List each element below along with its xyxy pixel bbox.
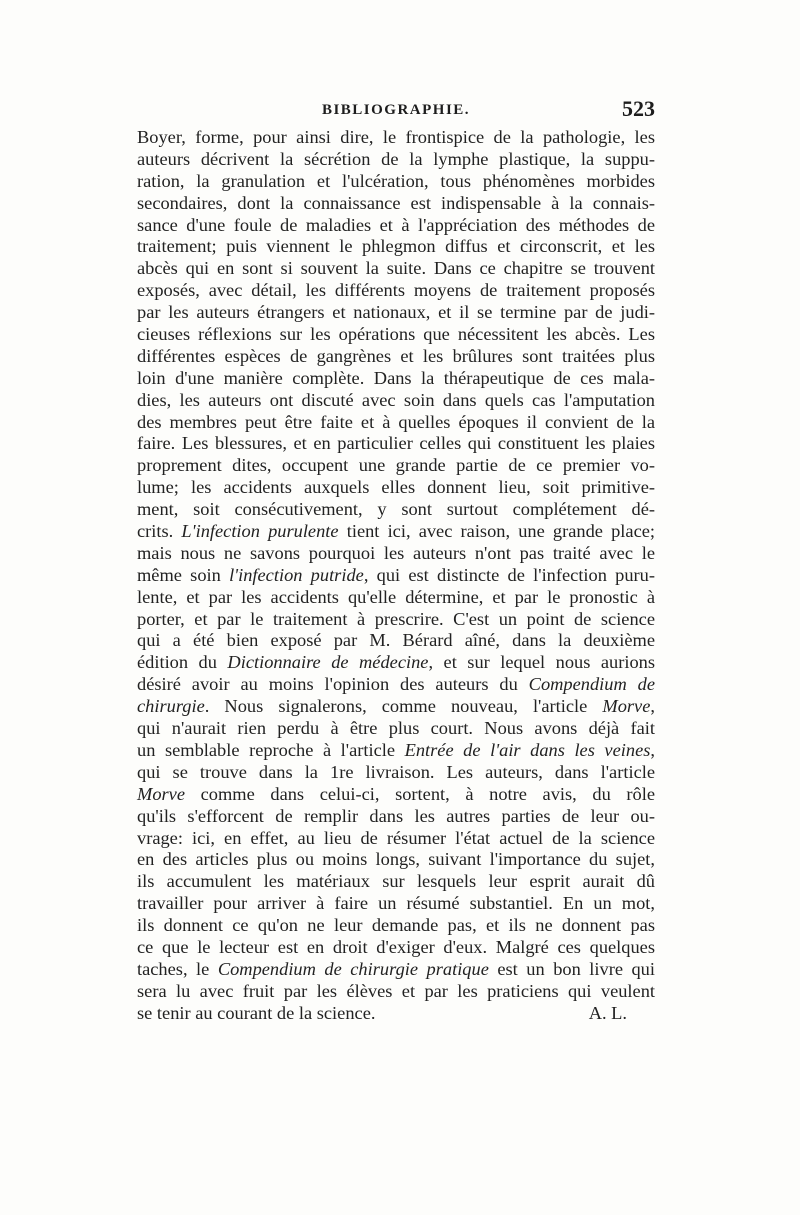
text-span: qui a été bien exposé par M. Bérard aîné, dans la deuxième xyxy=(137,630,655,651)
text-line xyxy=(137,543,655,565)
text-span: proprement dites, occupent une grande partie de ce premier vo- xyxy=(137,455,655,476)
text-span: auteurs décrivent la sécrétion de la lymphe plastique, la suppu- xyxy=(137,148,655,169)
running-title: BIBLIOGRAPHIE. xyxy=(321,102,471,118)
text-span: ment, soit consécutivement, y sont surtout complétement dé- xyxy=(137,499,655,520)
text-span: par les auteurs étrangers et nationaux, et il se termine par de judi- xyxy=(137,302,655,323)
italic-text: chirurgie xyxy=(137,696,205,717)
text-span: Boyer, forme, pour ainsi dire, le frontispice de la pathologie, les xyxy=(137,127,655,147)
text-span: lume; les accidents auxquels elles donnent lieu, soit primitive- xyxy=(137,477,655,498)
text-line xyxy=(137,127,655,149)
text-line xyxy=(137,521,655,543)
text-span: sera lu avec fruit par les élèves et par les praticiens qui veulent xyxy=(137,980,655,1001)
text-span: , xyxy=(650,696,655,717)
text-span: taches, le xyxy=(137,958,218,979)
text-line xyxy=(137,193,655,215)
text-line xyxy=(137,324,655,346)
text-line xyxy=(137,981,655,1003)
text-span: . Nous signalerons, comme nouveau, l'article xyxy=(204,696,603,717)
text-span: un semblable reproche à l'article xyxy=(137,739,405,760)
text-span: tient ici, avec raison, une grande place; xyxy=(338,521,656,542)
text-span: exposés, avec détail, les différents moyens de traitement proposés xyxy=(137,280,655,301)
italic-text: L'infection purulente xyxy=(181,521,339,542)
text-line xyxy=(137,718,655,740)
text-line xyxy=(137,784,655,806)
text-span: dies, les auteurs ont discuté avec soin dans quels cas l'amputation xyxy=(137,389,655,410)
text-line xyxy=(137,762,655,784)
text-line xyxy=(137,893,655,915)
text-line xyxy=(137,390,655,412)
text-span: ce que le lecteur est en droit d'exiger d'eux. Malgré ces quelques xyxy=(137,936,655,957)
italic-text: Dictionnaire de médecine xyxy=(227,652,429,673)
italic-text: Compendium de chirurgie pratique xyxy=(217,958,489,979)
text-span: comme dans celui-ci, sortent, à notre avis, du rôle xyxy=(185,783,655,804)
italic-text: Morve xyxy=(137,783,185,804)
text-span: même soin xyxy=(137,564,230,585)
text-line xyxy=(137,674,655,696)
text-span: abcès qui en sont si souvent la suite. Dans ce chapitre se trouvent xyxy=(137,258,655,279)
text-line xyxy=(137,368,655,390)
text-span: cieuses réflexions sur les opérations que nécessitent les abcès. Les xyxy=(137,324,655,345)
text-span: , xyxy=(650,739,655,760)
signature: A. L. xyxy=(588,1002,627,1023)
text-span: crits. xyxy=(137,521,182,542)
text-span: en des articles plus ou moins longs, suivant l'importance du sujet, xyxy=(137,849,655,870)
text-span: , qui est distincte de l'infection puru- xyxy=(363,564,655,585)
text-span: édition du xyxy=(137,652,228,673)
text-line xyxy=(137,652,655,674)
text-span: ils donnent ce qu'on ne leur demande pas, et ils ne donnent pas xyxy=(137,915,655,936)
text-span: vrage: ici, en effet, au lieu de résumer l'état actuel de la science xyxy=(137,827,655,848)
text-span: qui se trouve dans la 1re livraison. Les auteurs, dans l'article xyxy=(137,761,655,782)
page-number: 523 xyxy=(622,96,655,121)
text-line xyxy=(137,412,655,434)
text-span: travailler pour arriver à faire un résumé substantiel. En un mot, xyxy=(137,893,655,914)
text-span: traitement; puis viennent le phlegmon diffus et circonscrit, et les xyxy=(137,236,655,257)
text-line xyxy=(137,280,655,302)
text-span: est un bon livre qui xyxy=(488,958,655,979)
text-span: , et sur lequel nous aurions xyxy=(428,652,655,673)
italic-text: l'infection putride xyxy=(229,564,364,585)
text-line xyxy=(137,565,655,587)
text-line xyxy=(137,302,655,324)
text-line xyxy=(137,806,655,828)
text-line xyxy=(137,1003,655,1025)
text-span: loin d'une manière complète. Dans la thérapeutique de ces mala- xyxy=(137,367,655,388)
text-line xyxy=(137,455,655,477)
text-line xyxy=(137,849,655,871)
text-span: lente, et par les accidents qu'elle détermine, et par le pronostic à xyxy=(137,586,655,607)
text-line xyxy=(137,346,655,368)
text-line xyxy=(137,630,655,652)
text-line xyxy=(137,433,655,455)
text-span: des membres peut être faite et à quelles époques il convient de la xyxy=(137,411,655,432)
text-line xyxy=(137,609,655,631)
text-span: différentes espèces de gangrènes et les brûlures sont traitées plus xyxy=(137,345,655,366)
italic-text: Entrée de l'air dans les veines xyxy=(404,739,651,760)
text-line xyxy=(137,236,655,258)
text-line xyxy=(137,959,655,981)
text-line xyxy=(137,587,655,609)
text-span: ils accumulent les matériaux sur lesquels leur esprit aurait dû xyxy=(137,871,655,892)
text-span: faire. Les blessures, et en particulier celles qui constituent les plaies xyxy=(137,433,655,454)
italic-text: Morve xyxy=(602,696,651,717)
page-header xyxy=(137,96,655,124)
text-line xyxy=(137,258,655,280)
text-span: mais nous ne savons pourquoi les auteurs n'ont pas traité avec le xyxy=(137,542,655,563)
text-span: qui n'aurait rien perdu à être plus court. Nous avons déjà fait xyxy=(137,718,655,739)
text-span: porter, et par le traitement à prescrire. C'est un point de science xyxy=(137,608,655,629)
text-span: qu'ils s'efforcent de remplir dans les autres parties de leur ou- xyxy=(137,805,655,826)
text-line xyxy=(137,149,655,171)
text-line xyxy=(137,499,655,521)
text-line xyxy=(137,828,655,850)
italic-text: Compendium de xyxy=(528,674,655,695)
text-line xyxy=(137,915,655,937)
text-line xyxy=(137,740,655,762)
text-line xyxy=(137,937,655,959)
text-line xyxy=(137,871,655,893)
text-line xyxy=(137,696,655,718)
text-span: se tenir au courant de la science. xyxy=(137,1002,376,1023)
text-span: sance d'une foule de maladies et à l'appréciation des méthodes de xyxy=(137,214,655,235)
text-span: ration, la granulation et l'ulcération, tous phénomènes morbides xyxy=(137,170,655,191)
text-span: désiré avoir au moins l'opinion des auteurs du xyxy=(137,674,529,695)
body-text xyxy=(137,127,655,1025)
text-line xyxy=(137,215,655,237)
text-span: secondaires, dont la connaissance est indispensable à la connais- xyxy=(137,192,655,213)
text-line xyxy=(137,171,655,193)
text-line xyxy=(137,477,655,499)
